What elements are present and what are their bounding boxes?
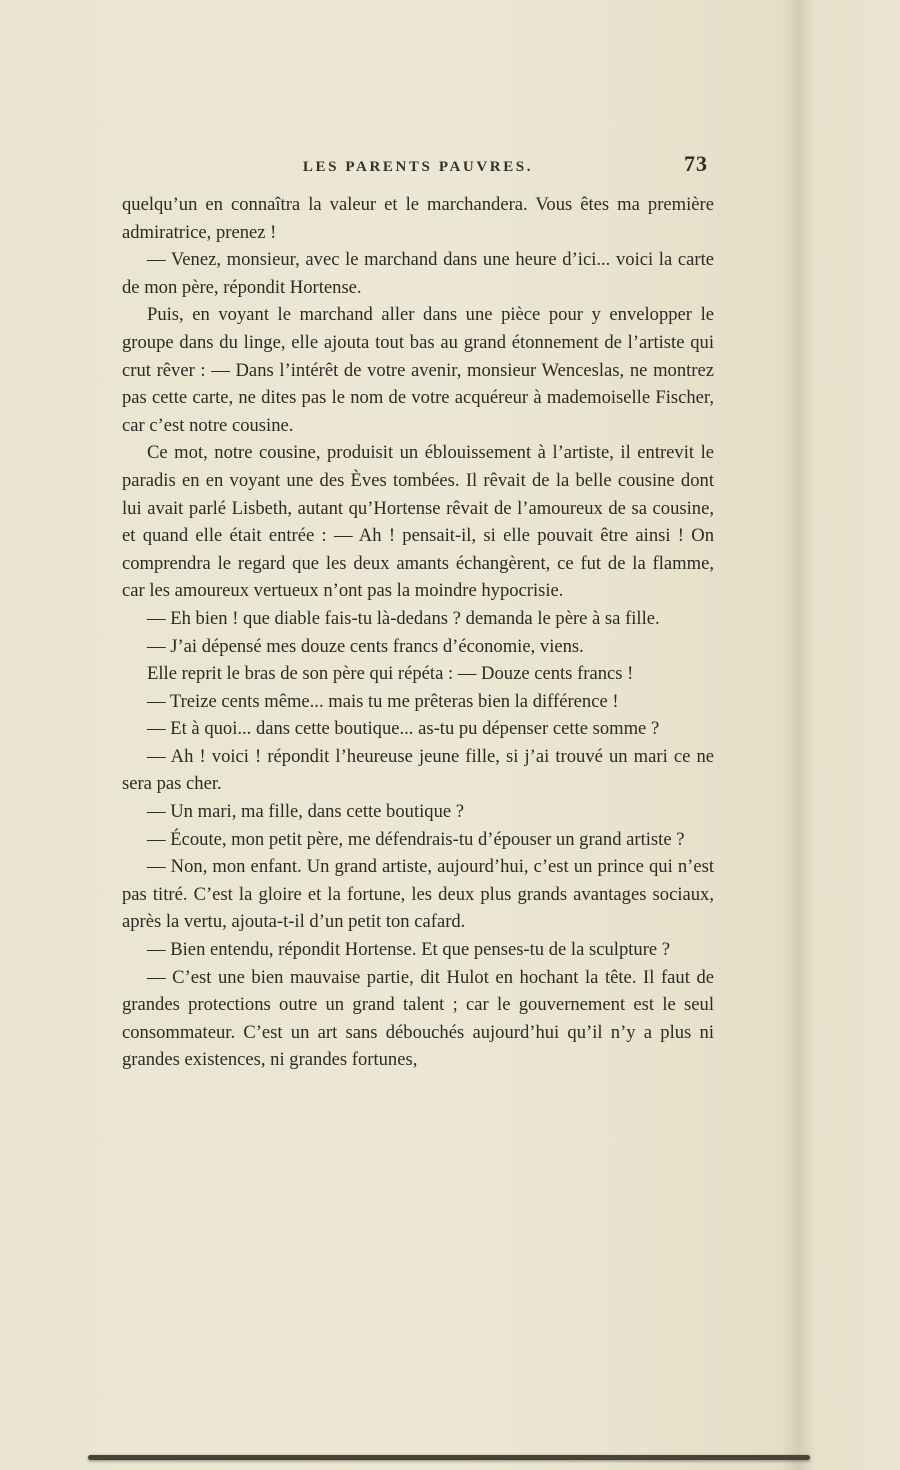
paragraph: — Venez, monsieur, avec le marchand dans une heure d’ici... voici la carte de mon père, répondit Hortense. <box>122 249 714 298</box>
paragraph: — Et à quoi... dans cette boutique... as-tu pu dépenser cette somme ? <box>147 718 660 740</box>
paragraph: — Non, mon enfant. Un grand artiste, aujourd’hui, c’est un prince qui n’est pas titré. C’est la gloire et la fortune, les deux plus grands avantages sociaux, après la vertu, ajouta-t-il d’un petit ton cafard. <box>122 856 714 933</box>
paragraph: quelqu’un en connaîtra la valeur et le marchandera. Vous êtes ma première admiratrice, prenez ! <box>122 194 714 243</box>
scan-edge-line <box>88 1455 810 1460</box>
paragraph: — J’ai dépensé mes douze cents francs d’économie, viens. <box>147 635 584 657</box>
page-edge-shadow <box>781 0 815 1470</box>
paragraph: Elle reprit le bras de son père qui répéta : — Douze cents francs ! <box>147 663 634 685</box>
paragraph: — Écoute, mon petit père, me défendrais-tu d’épouser un grand artiste ? <box>147 828 685 850</box>
paragraph: Puis, en voyant le marchand aller dans une pièce pour y envelopper le groupe dans du linge, elle ajouta tout bas au grand étonnement de l’artiste qui crut rêver : — Dans l’intérêt de votre avenir, monsieur Wenceslas, ne montrez pas cette carte, ne dites pas le nom de votre acquéreur à mademoiselle Fischer, car c’est notre cousine. <box>122 304 714 436</box>
paragraph: — Bien entendu, répondit Hortense. Et que penses-tu de la sculpture ? <box>147 939 671 961</box>
paragraph: — Un mari, ma fille, dans cette boutique ? <box>147 801 465 823</box>
paragraph: — Treize cents même... mais tu me prêteras bien la différence ! <box>147 690 619 712</box>
paragraph: — Eh bien ! que diable fais-tu là-dedans ? demanda le père à sa fille. <box>147 607 660 629</box>
paragraph: — C’est une bien mauvaise partie, dit Hulot en hochant la tête. Il faut de grandes protections outre un grand talent ; car le gouvernement est le seul consommateur. C’est un art sans débouchés aujourd’hui qu’il n’y a plus ni grandes existences, ni grandes fortunes, <box>122 966 714 1071</box>
text-block <box>122 191 714 1074</box>
page-number: 73 <box>684 151 708 176</box>
paragraph: Ce mot, notre cousine, produisit un éblouissement à l’artiste, il entrevit le paradis en en voyant une des Èves tombées. Il rêvait de la belle cousine dont lui avait parlé Lisbeth, autant qu’Hortense rêvait de l’amoureux de sa cousine, et quand elle était entrée : — Ah ! pensait-il, si elle pouvait être ainsi ! On comprendra le regard que les deux amants échangèrent, ce fut de la flamme, car les amoureux vertueux n’ont pas la moindre hypocrisie. <box>122 442 714 602</box>
running-header: LES PARENTS PAUVRES. <box>302 159 534 175</box>
page-header <box>122 151 714 184</box>
paragraph: — Ah ! voici ! répondit l’heureuse jeune fille, si j’ai trouvé un mari ce ne sera pas cher. <box>122 745 714 795</box>
